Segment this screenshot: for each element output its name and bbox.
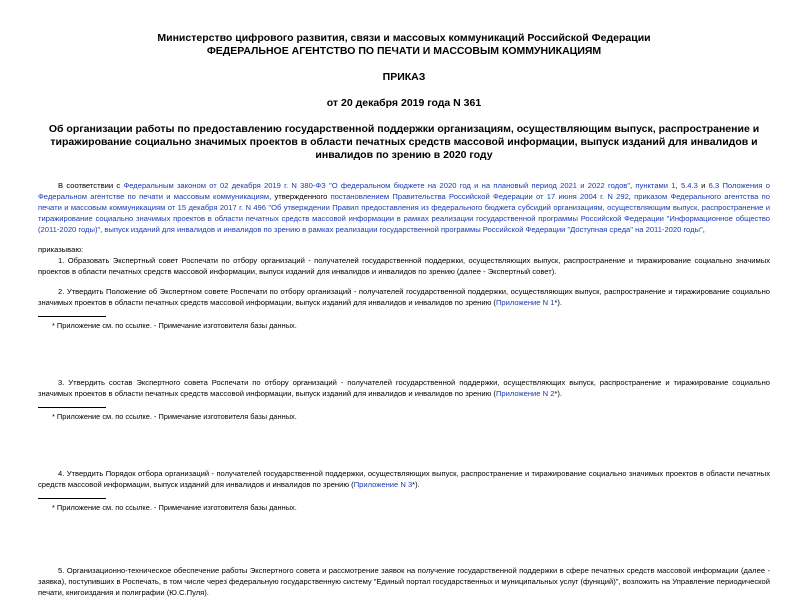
document-title: Об организации работы по предоставлению государственной поддержки организациям, осуществляющим выпуск, распространение и тиражирование социально значимых проектов в области печатных средств массовой информации, выпуск изданий для инвалидов и инвалидов по зрению в 2020 году	[48, 123, 760, 161]
item-2-text: 2. Утвердить Положение об Экспертном совете Роспечати по отбору организаций - получателей государственной поддержки, осуществляющих выпуск, распространение и тиражирование социально значимых проектов в области печатных средств массовой информации, выпуск изданий для инвалидов и инвалидов по зрению (	[38, 287, 770, 307]
order-link[interactable]: приказом Федерального агентства по печати и массовым коммуникациям от 15 декабря 2017 г. N 496 "Об утверждении Правил предоставления из федерального бюджета субсидий организациям, осуществляющим выпуск, распространение и тиражирование социально значимых проектов в области печатных средств массовой информации в рамках реализации государственной программы Российской Федерации "Информационное общество (2011-2020 годы)", выпуск изданий для инвалидов и инвалидов по зрению в рамках реализации государственной программы Российской Федерации "Доступная среда" на 2011-2020 годы"	[38, 192, 770, 234]
item-4-end: *).	[412, 480, 420, 489]
appendix-2-link[interactable]: Приложение N 2	[495, 389, 555, 398]
item-3-text: 3. Утвердить состав Экспертного совета Роспечати по отбору организаций - получателей государственной поддержки, осуществляющих выпуск, распространение и тиражирование социально значимых проектов в области печатных средств массовой информации, выпуск изданий для инвалидов и инвалидов по зрению (	[38, 378, 770, 398]
preamble-text: и	[697, 181, 709, 190]
doc-date: от 20 декабря 2019 года N 361	[326, 97, 482, 109]
footnote-divider	[38, 316, 106, 317]
footnote: * Приложение см. по ссылке. - Примечание изготовителя базы данных.	[52, 503, 297, 512]
ministry-name: Министерство цифрового развития, связи и массовых коммуникаций Российской Федерации	[157, 32, 651, 44]
item-3	[38, 377, 770, 399]
item-2-end: *).	[554, 298, 563, 307]
document-page	[38, 32, 770, 598]
preamble-text: , утвержденного	[269, 192, 331, 201]
order-word: приказываю:	[38, 245, 84, 254]
item-4	[38, 468, 770, 490]
preamble-text: ,	[675, 181, 681, 190]
item-5: 5. Организационно-техническое обеспечение работы Экспертного совета и рассмотрение заявок на получение государственной поддержки в сфере печатных средств массовой информации (далее - заявка), поступивших в Роспечать, в том числе через федеральную государственную систему "Единый портал государственных и муниципальных услуг (функций)", возложить на Управление периодической печати, книгоиздания и полиграфии (Ю.С.Пуля).	[38, 566, 770, 597]
law-link[interactable]: Федеральным законом от 02 декабря 2019 г. N 380-ФЗ "О федеральном бюджете на 2020 год и на плановый период 2021 и 2022 годов"	[123, 181, 631, 190]
regulation-link[interactable]: 6.3 Положения о Федеральном агентстве по печати и массовым коммуникациям	[38, 181, 771, 201]
preamble-text: ,	[630, 181, 636, 190]
agency-name: ФЕДЕРАЛЬНОЕ АГЕНТСТВО ПО ПЕЧАТИ И МАССОВЫМ КОММУНИКАЦИЯМ	[206, 45, 602, 57]
resolution-link[interactable]: постановлением Правительства Российской Федерации от 17 июня 2004 г. N 292	[330, 192, 629, 201]
clause-link-543[interactable]: 5.4.3	[680, 181, 698, 190]
item-4-text: 4. Утвердить Порядок отбора организаций - получателей государственной поддержки, осуществляющих выпуск, распространение и тиражирование социально значимых проектов в области печатных средств массовой информации, выпуск изданий для инвалидов и инвалидов по зрению (	[38, 469, 770, 489]
preamble-text: ,	[628, 192, 635, 201]
appendix-3-link[interactable]: Приложение N 3	[353, 480, 413, 489]
footnote: * Приложение см. по ссылке. - Примечание изготовителя базы данных.	[52, 412, 297, 421]
footnote: * Приложение см. по ссылке. - Примечание изготовителя базы данных.	[52, 321, 297, 330]
preamble-text: В соответствии с	[58, 181, 124, 190]
footnote-divider	[38, 407, 106, 408]
clause-link-1[interactable]: пунктами 1	[635, 181, 676, 190]
doc-type: ПРИКАЗ	[382, 71, 426, 83]
preamble-text: ,	[702, 225, 705, 234]
preamble-paragraph	[38, 180, 770, 235]
appendix-1-link[interactable]: Приложение N 1	[495, 298, 555, 307]
item-1: 1. Образовать Экспертный совет Роспечати по отбору организаций - получателей государственной поддержки, осуществляющих выпуск, распространение и тиражирование социально значимых проектов в области печатных средств массовой информации, выпуск изданий для инвалидов и инвалидов по зрению (далее - Экспертный совет).	[38, 256, 770, 276]
item-3-end: *).	[554, 389, 563, 398]
footnote-divider	[38, 498, 106, 499]
item-2	[38, 286, 770, 308]
